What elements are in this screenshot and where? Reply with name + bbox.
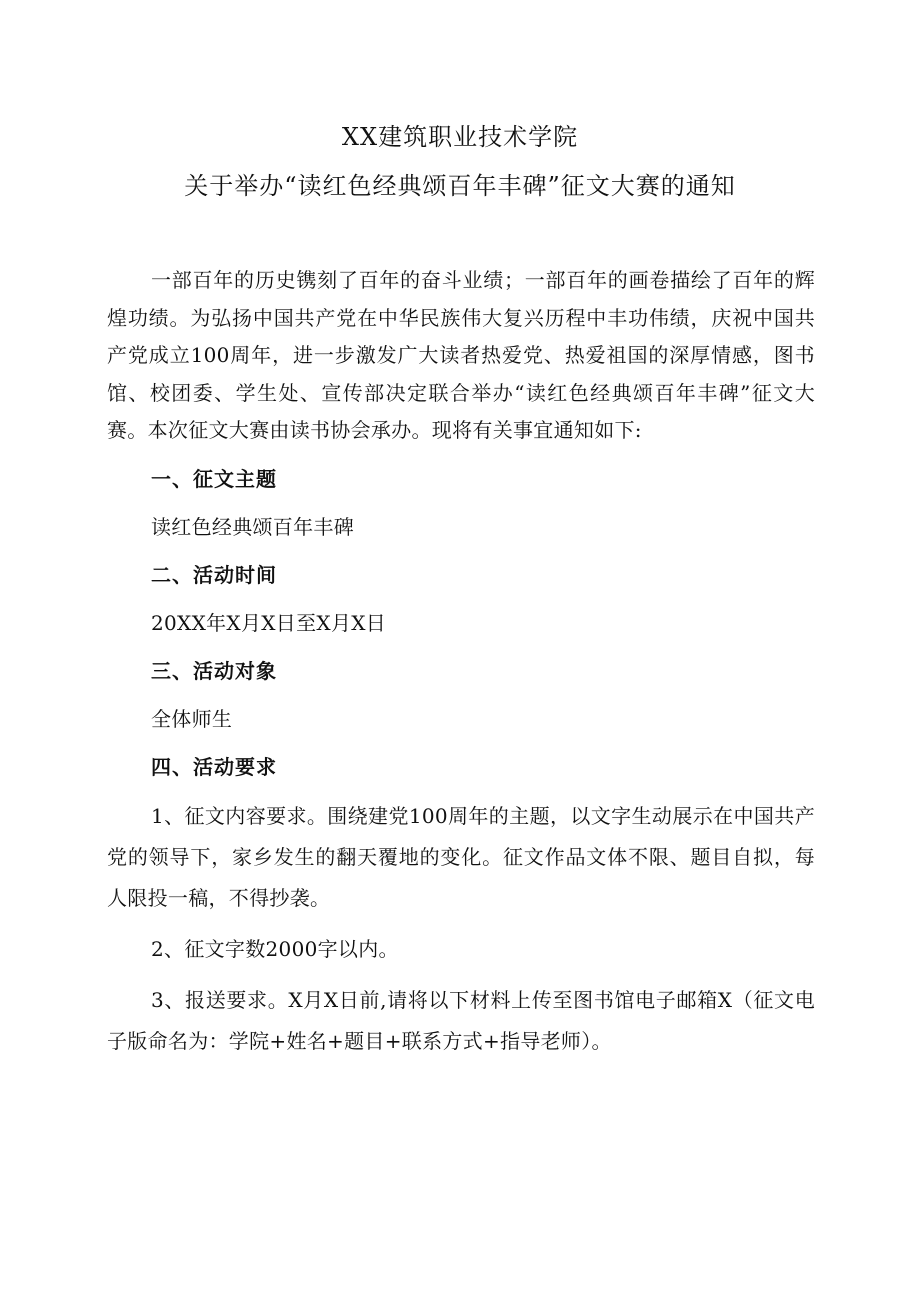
section-heading-time: 二、活动时间	[151, 562, 277, 587]
requirement-item-submission: 3、报送要求。X月X日前,请将以下材料上传至图书馆电子邮箱X（征文电子版命名为：学院+姓名+题目+联系方式+指导老师）。	[107, 987, 815, 1053]
section-content-audience: 全体师生	[151, 706, 233, 731]
requirement-item-length: 2、征文字数2000字以内。	[151, 936, 399, 961]
intro-paragraph: 一部百年的历史镌刻了百年的奋斗业绩；一部百年的画卷描绘了百年的辉煌功绩。为弘扬中国共产党在中华民族伟大复兴历程中丰功伟绩，庆祝中国共产党成立100周年，进一步激发广大读者热爱党、热爱祖国的深厚情感，图书馆、校团委、学生处、宣传部决定联合举办“读红色经典颂百年丰碑”征文大赛。本次征文大赛由读书协会承办。现将有关事宜通知如下:	[107, 268, 815, 442]
section-heading-theme: 一、征文主题	[151, 466, 277, 491]
section-heading-audience: 三、活动对象	[151, 658, 277, 683]
section-content-time: 20XX年X月X日至X月X日	[151, 610, 387, 635]
section-heading-requirements: 四、活动要求	[151, 754, 277, 779]
section-content-theme: 读红色经典颂百年丰碑	[151, 514, 354, 539]
document-title-institution: XX建筑职业技术学院	[341, 123, 579, 151]
document-body	[107, 262, 815, 1062]
requirement-item-content: 1、征文内容要求。围绕建党100周年的主题，以文字生动展示在中国共产党的领导下，家乡发生的翻天覆地的变化。征文作品文体不限、题目自拟，每人限投一稿，不得抄袭。	[107, 803, 815, 910]
document-title-notice: 关于举办“读红色经典颂百年丰碑”征文大赛的通知	[184, 172, 736, 200]
